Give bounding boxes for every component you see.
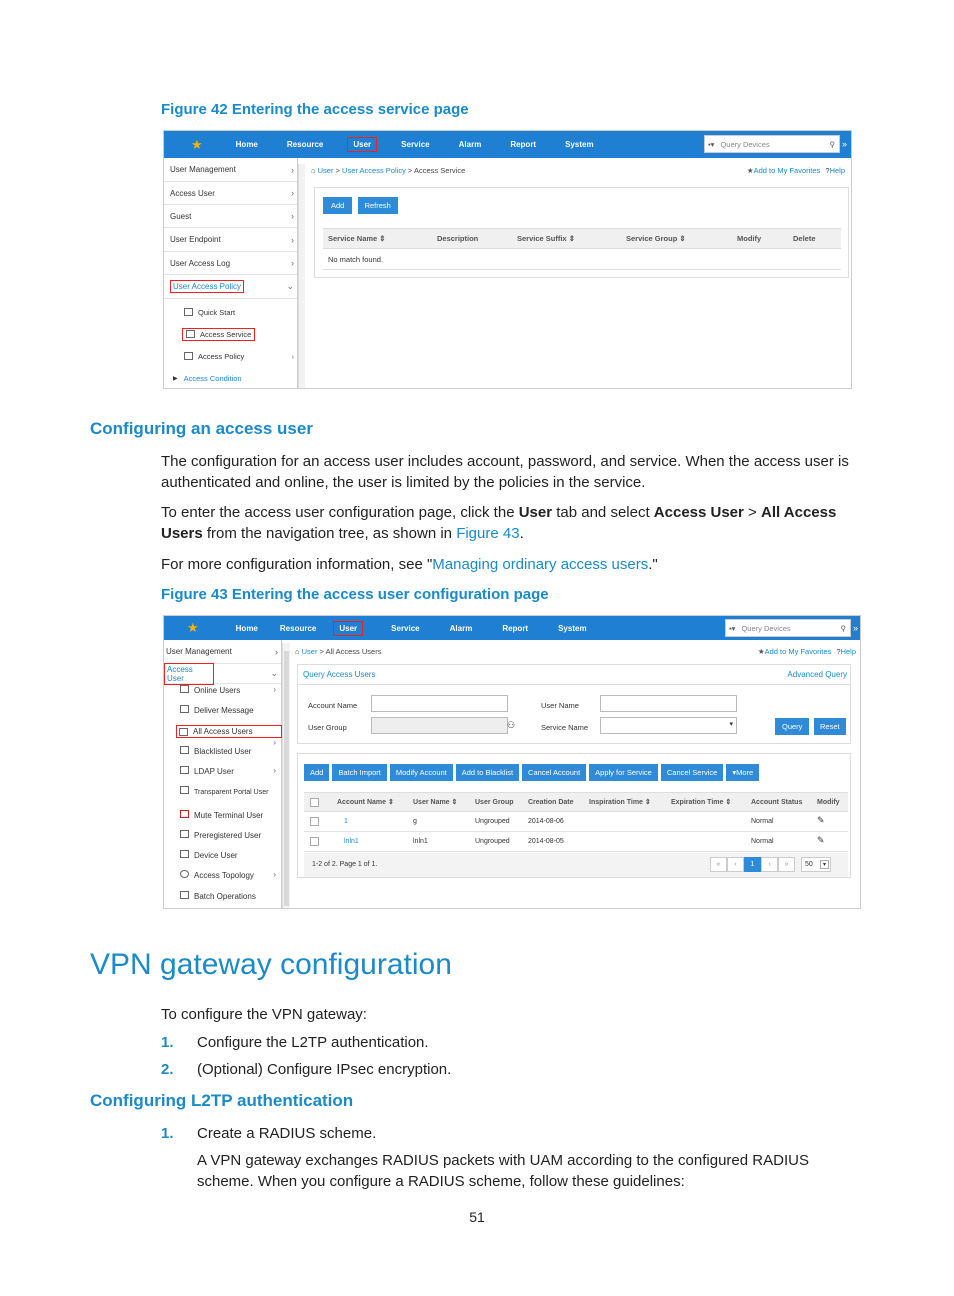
query-button[interactable]: Query bbox=[775, 718, 809, 735]
preregistered-user-icon bbox=[180, 830, 189, 838]
account-name-label: Account Name bbox=[308, 701, 358, 710]
add-button[interactable]: Add bbox=[323, 197, 352, 214]
add-to-favorites-link[interactable]: Add to My Favorites bbox=[764, 647, 832, 656]
paragraph-more-info: For more configuration information, see "Managing ordinary access users." bbox=[161, 556, 658, 573]
add-favorite-icon: ★ bbox=[746, 166, 754, 175]
nav-resource[interactable]: Resource bbox=[286, 140, 324, 149]
sidebar-item-access-user[interactable]: Access User › bbox=[164, 182, 297, 205]
chevron-down-icon: ▾ bbox=[820, 860, 829, 869]
col-account-status: Account Status bbox=[751, 798, 803, 806]
access-policy-icon bbox=[184, 352, 193, 360]
nav-service[interactable]: Service bbox=[401, 140, 430, 149]
query-panel bbox=[297, 664, 851, 744]
nav-home[interactable]: Home bbox=[235, 140, 258, 149]
collapse-icon[interactable]: » bbox=[853, 623, 859, 633]
sidebar-scrollbar[interactable] bbox=[298, 164, 305, 389]
col-service-suffix[interactable]: Service Suffix ⇕ bbox=[517, 234, 575, 243]
online-users-icon bbox=[180, 685, 189, 693]
sub-item-ldap-user[interactable]: LDAP User › bbox=[164, 766, 282, 786]
add-button[interactable]: Add bbox=[304, 764, 329, 781]
col-creation-date: Creation Date bbox=[528, 798, 574, 806]
search-input[interactable]: Query Devices bbox=[720, 139, 770, 149]
sub-item-device-user[interactable]: Device User bbox=[164, 850, 282, 870]
vpn-intro: To configure the VPN gateway: bbox=[161, 1006, 367, 1023]
list-item: 2. (Optional) Configure IPsec encryption. bbox=[161, 1061, 452, 1078]
sub-item-preregistered-user[interactable]: Preregistered User bbox=[164, 830, 282, 850]
access-service-icon bbox=[186, 330, 195, 338]
list-item: 1. Create a RADIUS scheme. bbox=[161, 1125, 377, 1142]
sidebar-item-user-access-log[interactable]: User Access Log › bbox=[164, 252, 297, 275]
nav-system[interactable]: System bbox=[565, 140, 594, 149]
sub-item-access-service[interactable]: Access Service bbox=[164, 323, 297, 345]
paragraph-enter-page: To enter the access user configuration page, click the User tab and select Access User > All Access Users from the navigation tree, as shown in Figure 43. bbox=[161, 504, 837, 542]
scrollbar-thumb[interactable] bbox=[284, 651, 289, 906]
sidebar bbox=[164, 158, 298, 389]
search-icon[interactable]: ⚲ bbox=[840, 623, 846, 633]
next-page-icon[interactable]: › bbox=[761, 857, 778, 872]
heading-configuring-l2tp: Configuring L2TP authentication bbox=[90, 1091, 354, 1110]
more-button[interactable]: ▾More bbox=[726, 764, 759, 781]
refresh-button[interactable]: Refresh bbox=[358, 197, 398, 214]
nav-home[interactable]: Home bbox=[235, 623, 258, 633]
figure-43-link[interactable]: Figure 43 bbox=[456, 525, 520, 542]
device-user-icon bbox=[180, 850, 189, 858]
favorites-star-icon[interactable]: ★ bbox=[187, 620, 199, 635]
breadcrumb: ⌂ User > All Access Users bbox=[295, 647, 382, 656]
search-icon[interactable]: ⚲ bbox=[829, 139, 835, 149]
reset-button[interactable]: Reset bbox=[814, 718, 846, 735]
nav-user[interactable]: User bbox=[333, 621, 363, 636]
first-page-icon[interactable]: « bbox=[710, 857, 727, 872]
account-name-input[interactable] bbox=[371, 695, 508, 712]
col-inspiration-time[interactable]: Inspiration Time ⇕ bbox=[589, 799, 651, 806]
col-delete: Delete bbox=[793, 234, 816, 243]
sub-item-access-policy[interactable]: Access Policy › bbox=[164, 345, 297, 367]
heading-vpn-gateway-configuration: VPN gateway configuration bbox=[90, 948, 452, 981]
sidebar-scrollbar[interactable] bbox=[282, 643, 290, 909]
service-name-select[interactable] bbox=[600, 717, 737, 734]
results-panel bbox=[297, 753, 851, 878]
help-icon: ? bbox=[825, 166, 830, 175]
account-name-link[interactable]: 1 bbox=[344, 818, 348, 825]
results-toolbar bbox=[304, 764, 762, 781]
chevron-down-icon: ▾ bbox=[729, 721, 733, 728]
nav-report[interactable]: Report bbox=[502, 623, 529, 633]
nav-alarm[interactable]: Alarm bbox=[458, 140, 482, 149]
crumb-user-access-policy[interactable]: User Access Policy bbox=[342, 166, 406, 175]
nav-service[interactable]: Service bbox=[391, 623, 420, 633]
figure-42-screenshot bbox=[163, 130, 852, 389]
query-devices-box[interactable] bbox=[725, 619, 851, 637]
favorites-star-icon[interactable]: ★ bbox=[191, 136, 203, 152]
sub-item-blacklisted-user[interactable]: Blacklisted User bbox=[164, 746, 282, 766]
batch-operations-icon bbox=[180, 891, 189, 899]
sub-item-transparent-portal-user[interactable]: Transparent Portal User bbox=[164, 786, 282, 810]
blacklisted-user-icon bbox=[180, 746, 189, 754]
col-user-group: User Group bbox=[475, 798, 514, 806]
sidebar-item-user-endpoint[interactable]: User Endpoint › bbox=[164, 228, 297, 252]
help-icon: ? bbox=[836, 647, 841, 656]
help-link[interactable]: Help bbox=[840, 647, 856, 656]
nav-resource[interactable]: Resource bbox=[279, 623, 317, 633]
breadcrumb: ⌂ User > User Access Policy > Access Service bbox=[311, 166, 466, 175]
row-checkbox[interactable] bbox=[310, 817, 319, 826]
ldap-user-icon bbox=[180, 766, 189, 774]
table-row: 1 g Ungrouped 2014-08-06 Normal ✎ bbox=[304, 812, 848, 832]
help-link[interactable]: Help bbox=[829, 166, 845, 175]
current-page[interactable]: 1 bbox=[744, 857, 761, 872]
sub-item-mute-terminal-user[interactable]: Mute Terminal User bbox=[164, 810, 282, 830]
home-crumb-icon: ⌂ bbox=[311, 166, 316, 175]
cancel-service-button[interactable]: Cancel Service bbox=[661, 764, 723, 781]
deliver-message-icon bbox=[180, 705, 189, 713]
table-row: lnln1 lnln1 Ungrouped 2014-08-05 Normal ✎ bbox=[304, 832, 848, 852]
nav-report[interactable]: Report bbox=[510, 140, 537, 149]
col-description: Description bbox=[437, 234, 479, 243]
col-account-name[interactable]: Account Name ⇕ bbox=[337, 799, 394, 806]
nav-alarm[interactable]: Alarm bbox=[449, 623, 473, 633]
quick-start-icon bbox=[184, 308, 193, 316]
edit-icon[interactable]: ✎ bbox=[817, 835, 825, 845]
all-access-users-icon bbox=[179, 728, 188, 736]
heading-configuring-access-user: Configuring an access user bbox=[90, 419, 313, 438]
query-devices-box[interactable] bbox=[704, 135, 840, 153]
users-table-header bbox=[304, 792, 848, 812]
device-type-icon[interactable]: ▪▾ bbox=[708, 139, 715, 149]
sub-item-all-access-users[interactable]: All Access Users › bbox=[164, 725, 282, 746]
last-page-icon[interactable]: » bbox=[778, 857, 795, 872]
service-name-label: Service Name bbox=[541, 723, 589, 732]
home-crumb-icon: ⌂ bbox=[295, 647, 300, 656]
search-input[interactable]: Query Devices bbox=[741, 623, 791, 633]
figure-43-screenshot bbox=[163, 615, 861, 909]
page-number: 51 bbox=[469, 1209, 485, 1225]
user-name-label: User Name bbox=[541, 701, 579, 710]
access-topology-icon bbox=[180, 870, 189, 878]
nav-system[interactable]: System bbox=[558, 623, 587, 633]
empty-row: No match found. bbox=[323, 249, 841, 270]
figure-43-caption: Figure 43 Entering the access user configuration page bbox=[161, 586, 549, 603]
row-checkbox[interactable] bbox=[310, 837, 319, 846]
pager-bar bbox=[304, 853, 848, 877]
sidebar-item-access-user[interactable]: Access User ⌄ bbox=[164, 664, 281, 684]
query-panel-header bbox=[298, 665, 850, 685]
prev-page-icon[interactable]: ‹ bbox=[727, 857, 744, 872]
crumb-user[interactable]: User bbox=[317, 166, 334, 175]
toolbar bbox=[323, 197, 401, 214]
table-header bbox=[323, 228, 841, 249]
radius-paragraph: A VPN gateway exchanges RADIUS packets with UAM according to the configured RADIUS scheme. When you configure a RADIUS scheme, follow these guidelines: bbox=[197, 1152, 809, 1190]
add-to-favorites-link[interactable]: Add to My Favorites bbox=[753, 166, 821, 175]
sub-item-access-topology[interactable]: Access Topology › bbox=[164, 870, 282, 891]
col-service-name[interactable]: Service Name ⇕ bbox=[328, 234, 386, 243]
select-all-checkbox[interactable] bbox=[310, 798, 319, 807]
sub-item-quick-start[interactable]: Quick Start bbox=[164, 301, 297, 323]
device-type-icon[interactable]: ▪▾ bbox=[729, 623, 736, 633]
sub-item-batch-operations[interactable]: Batch Operations bbox=[164, 891, 282, 909]
query-title: Query Access Users bbox=[303, 670, 376, 679]
select-group-icon[interactable]: ⚇ bbox=[507, 720, 516, 730]
favorites-help bbox=[758, 647, 856, 656]
sidebar-item-guest[interactable]: Guest › bbox=[164, 205, 297, 228]
user-name-input[interactable] bbox=[600, 695, 737, 712]
user-group-input[interactable] bbox=[371, 717, 508, 734]
advanced-query-link[interactable]: Advanced Query bbox=[787, 670, 847, 679]
col-service-group[interactable]: Service Group ⇕ bbox=[626, 234, 686, 243]
col-expiration-time[interactable]: Expiration Time ⇕ bbox=[671, 799, 732, 806]
figure-42-caption: Figure 42 Entering the access service page bbox=[161, 101, 469, 118]
managing-users-link[interactable]: Managing ordinary access users bbox=[432, 556, 649, 573]
add-favorite-icon: ★ bbox=[757, 647, 765, 656]
pager-controls bbox=[710, 857, 831, 872]
modify-account-button[interactable]: Modify Account bbox=[390, 764, 453, 781]
favorites-help bbox=[747, 166, 845, 175]
collapse-icon[interactable]: » bbox=[842, 139, 848, 149]
user-group-label: User Group bbox=[308, 723, 347, 732]
sub-item-deliver-message[interactable]: Deliver Message bbox=[164, 705, 282, 725]
expand-arrow-icon: ▶ bbox=[173, 375, 178, 382]
edit-icon[interactable]: ✎ bbox=[817, 815, 825, 825]
mute-terminal-icon bbox=[180, 810, 189, 818]
sidebar-item-user-management[interactable]: User Management › bbox=[164, 158, 297, 182]
sub-item-online-users[interactable]: Online Users › bbox=[164, 685, 282, 705]
nav-user[interactable]: User bbox=[347, 137, 377, 152]
paragraph-access-user-intro: The configuration for an access user includes account, password, and service. When the access user is authenticated and online, the user is limited by the policies in the service. bbox=[161, 453, 849, 491]
access-service-panel bbox=[314, 187, 849, 278]
batch-import-button[interactable]: Batch Import bbox=[332, 764, 387, 781]
crumb-user[interactable]: User bbox=[301, 647, 318, 656]
apply-for-service-button[interactable]: Apply for Service bbox=[589, 764, 658, 781]
sidebar-item-user-management[interactable]: User Management › bbox=[164, 640, 281, 664]
col-user-name[interactable]: User Name ⇕ bbox=[413, 799, 458, 806]
col-modify: Modify bbox=[817, 798, 840, 806]
pager-summary: 1-2 of 2. Page 1 of 1. bbox=[312, 861, 378, 868]
access-user-subtree bbox=[164, 685, 282, 909]
list-item: 1. Configure the L2TP authentication. bbox=[161, 1034, 429, 1051]
sub-item-access-condition[interactable]: ▶ Access Condition bbox=[173, 373, 242, 383]
page-size-select[interactable]: 50 ▾ bbox=[801, 857, 831, 872]
add-to-blacklist-button[interactable]: Add to Blacklist bbox=[456, 764, 519, 781]
cancel-account-button[interactable]: Cancel Account bbox=[522, 764, 586, 781]
col-modify: Modify bbox=[737, 234, 762, 243]
account-name-link[interactable]: lnln1 bbox=[344, 838, 359, 845]
sidebar-item-user-access-policy[interactable]: User Access Policy ⌄ bbox=[164, 275, 297, 299]
